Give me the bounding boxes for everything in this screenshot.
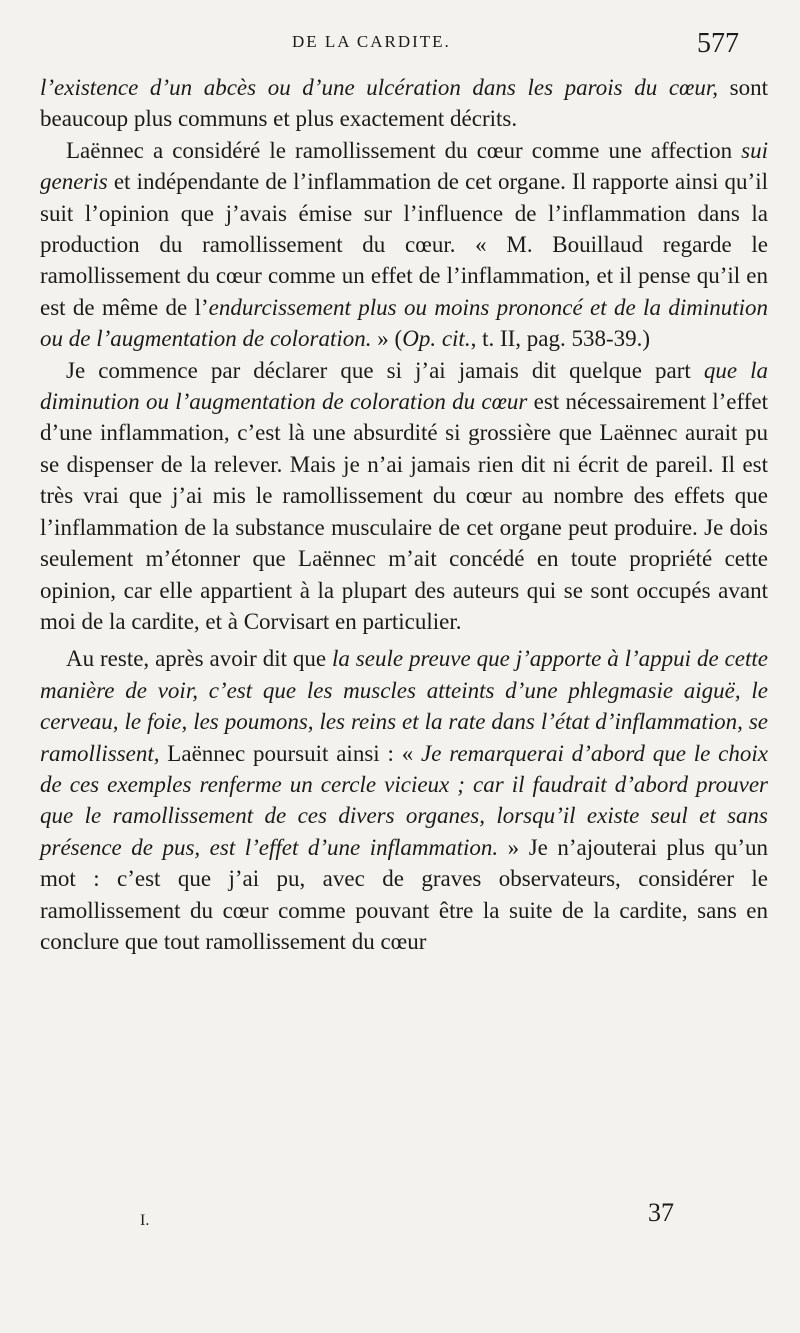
italic-text-run: sui generis bbox=[40, 137, 768, 195]
body-text bbox=[40, 72, 768, 957]
italic-text-run: Je remarquerai d’abord que le choix de ces exemples renferme un cercle vicieux ; car il faudrait d’abord prouver que le ramollissement de ces divers organes, lorsqu’il existe seul et sans présence de pus, est l’effet d’une inflammation. bbox=[40, 740, 768, 860]
italic-text-run: endurcissement plus ou moins prononcé et de la diminution ou de l’augmentation de coloration. bbox=[40, 294, 768, 352]
text-run: sont beaucoup plus communs et plus exactement décrits. bbox=[40, 75, 768, 132]
text-run: » Je n’ajouterai plus qu’un mot : c’est que j’ai pu, avec de graves observateurs, considérer le ramollissement du cœur comme pouvant être la suite de la cardite, sans en conclure que tout ramollissement du cœur bbox=[40, 834, 768, 954]
text-run: et indépendante de l’inflammation de cet organe. Il rapporte ainsi qu’il suit l’opinion que j’avais émise sur l’influence de l’inflammation dans la production du ramollissement du cœur. « M. Bouillaud regarde le ramollissement du cœur comme un effet de l’inflammation, et il pense qu’il en est de même de l’ bbox=[40, 169, 768, 320]
text-run: , t. II, pag. 538-39.) bbox=[470, 326, 651, 352]
text-run: » ( bbox=[371, 326, 403, 352]
sheet-number: 37 bbox=[648, 1198, 674, 1227]
italic-text-run: la seule preuve que j’apporte à l’appui de cette manière de voir, c’est que les muscles atteints d’une phlegmasie aiguë, le cerveau, le foie, les poumons, les reins et la rate dans l’état d’inflammation, se ramollissent, bbox=[40, 646, 768, 766]
paragraph-laennec-opinion bbox=[40, 135, 768, 355]
running-title: DE LA CARDITE. bbox=[292, 32, 451, 51]
page-number: 577 bbox=[697, 28, 739, 59]
signature-mark: I. bbox=[140, 1212, 150, 1229]
italic-text-run: l’existence d’un abcès ou d’une ulcération dans les parois du cœur, bbox=[40, 75, 719, 100]
text-run: Laënnec a considéré le ramollissement du cœur comme une affection bbox=[66, 137, 742, 163]
paragraph-continuation bbox=[40, 72, 768, 135]
page-header bbox=[0, 24, 800, 72]
paragraph-au-reste bbox=[40, 643, 768, 957]
text-run: Laënnec poursuit ainsi : « bbox=[159, 740, 422, 766]
paragraph-declaration bbox=[40, 355, 768, 638]
italic-text-run: que la diminution ou l’augmentation de coloration du cœur bbox=[40, 357, 768, 415]
text-run: Au reste, après avoir dit que bbox=[66, 646, 332, 672]
italic-text-run: Op. cit. bbox=[402, 326, 471, 352]
text-run: est nécessairement l’effet d’une inflammation, c’est là une absurdité si grossière que Laënnec aurait pu se dispenser de la relever. Mais je n’ai jamais rien dit ni écrit de pareil. Il est très vrai que j’ai mis le ramollissement du cœur au nombre des effets que l’inflammation de la substance musculaire de cet organe peut produire. Je dois seulement m’étonner que Laënnec m’ait concédé en toute propriété cette opinion, car elle appartient à la plupart des auteurs qui se sont occupés avant moi de la cardite, et à Corvisart en particulier. bbox=[40, 389, 768, 634]
text-run: Je commence par déclarer que si j’ai jamais dit quelque part bbox=[66, 357, 704, 383]
page-footer bbox=[0, 1194, 800, 1234]
